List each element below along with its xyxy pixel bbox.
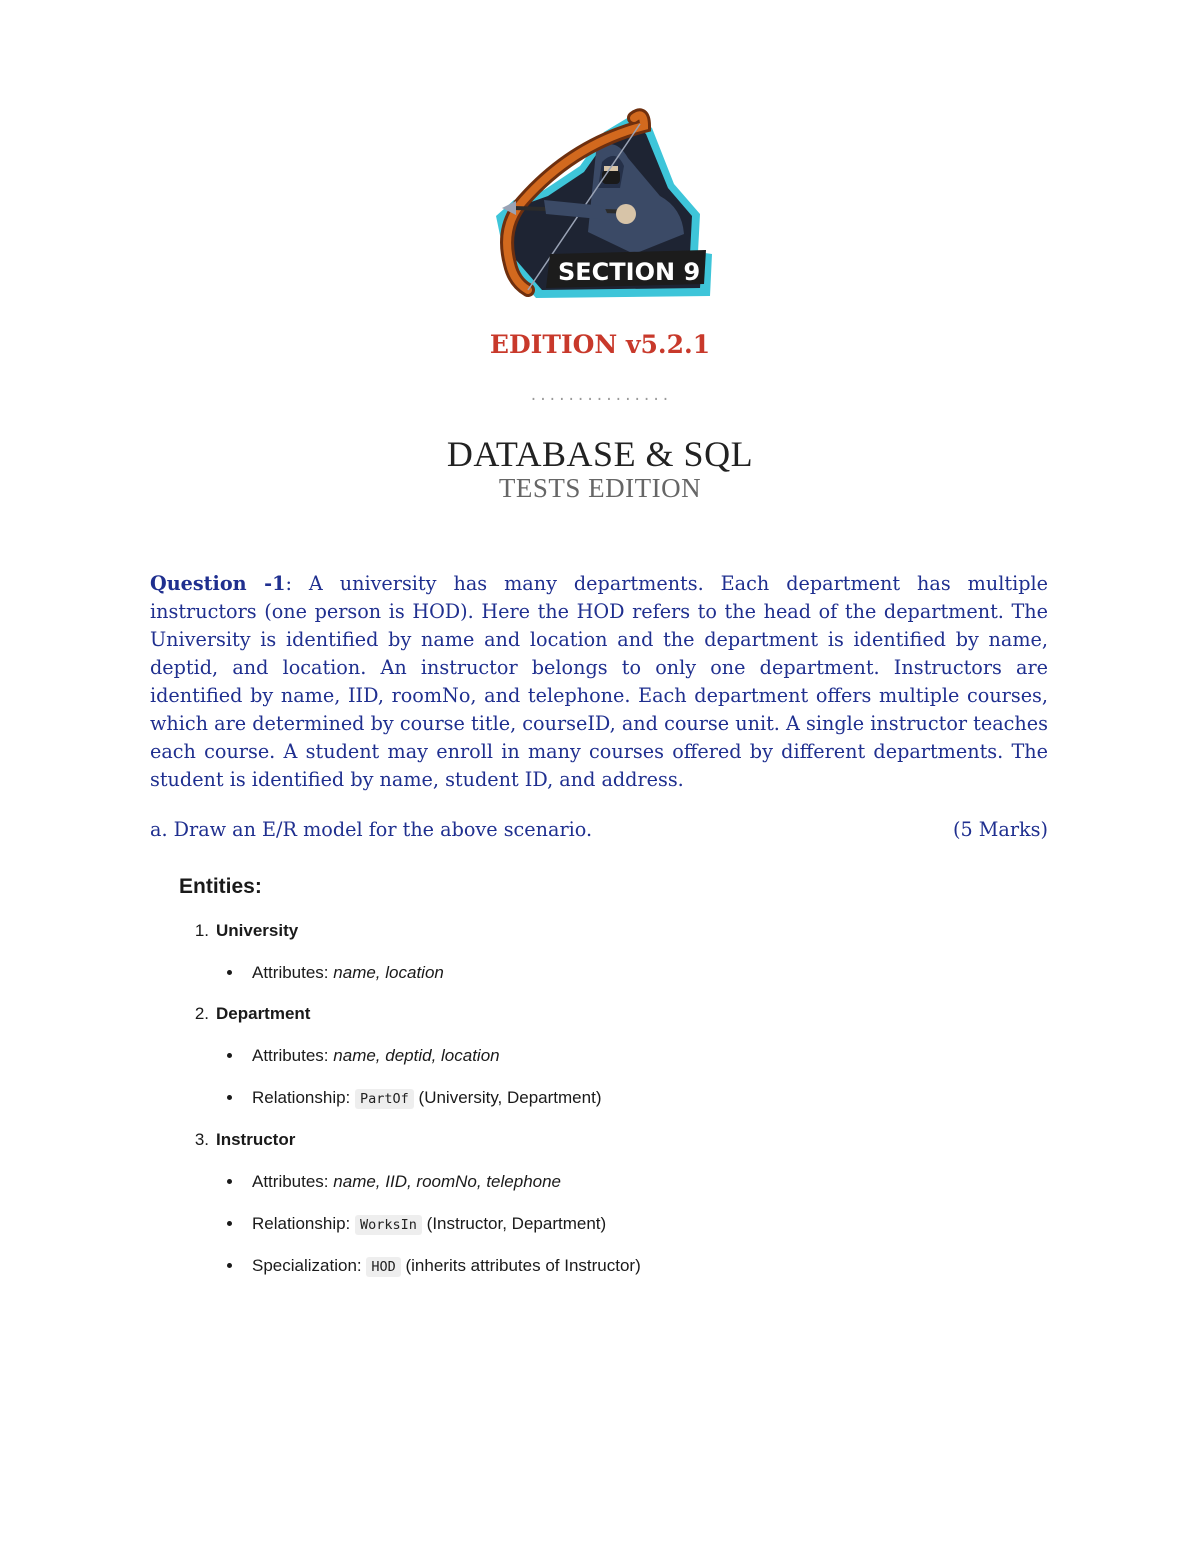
task-row [150, 816, 1048, 844]
bullet-icon [227, 1179, 232, 1184]
relationship-label: Relationship: [252, 1214, 351, 1233]
attributes-label: Attributes: [252, 1172, 329, 1191]
bullet-icon [227, 970, 232, 975]
list-item [227, 1088, 601, 1108]
relationship-rest: (Instructor, Department) [426, 1214, 607, 1233]
specialization-code: HOD [366, 1257, 400, 1277]
specialization-rest: (inherits attributes of Instructor) [405, 1256, 641, 1275]
entity-number: 2. [194, 1004, 209, 1023]
list-item [227, 1214, 606, 1234]
attributes-values: name, deptid, location [333, 1046, 500, 1065]
entity-name: Instructor [216, 1130, 296, 1149]
specialization-label: Specialization: [252, 1256, 362, 1275]
entities-heading: Entities: [179, 875, 262, 898]
page-subtitle: TESTS EDITION [498, 473, 702, 503]
bullet-icon [227, 1221, 232, 1226]
attributes-label: Attributes: [252, 1046, 329, 1065]
attributes-values: name, IID, roomNo, telephone [333, 1172, 562, 1191]
bullet-icon [227, 1263, 232, 1268]
relationship-code: PartOf [355, 1089, 414, 1109]
entity-number: 1. [194, 921, 209, 940]
bullet-icon [227, 1053, 232, 1058]
entity-name: Department [216, 1004, 311, 1023]
attributes-values: name, location [333, 963, 444, 982]
question-paragraph [150, 570, 1048, 794]
list-item [227, 963, 444, 983]
task-text: a. Draw an E/R model for the above scenario. [150, 818, 593, 841]
list-item [227, 1256, 641, 1276]
relationship-rest: (University, Department) [418, 1088, 602, 1107]
edition-label: EDITION v5.2.1 [489, 330, 711, 359]
logo-text: SECTION 9 [558, 258, 701, 286]
question-label: Question -1 [150, 572, 286, 595]
attributes-label: Attributes: [252, 963, 329, 982]
list-item [227, 1046, 500, 1066]
divider: ............... [529, 388, 671, 404]
entity-number: 3. [194, 1130, 209, 1149]
bullet-icon [227, 1095, 232, 1100]
question-text: : A university has many departments. Each department has multiple instructors (one person is HOD). Here the HOD refers to the head of the department. The University is identified by name and location and the department is identified by name, deptid, and location. An instructor belongs to only one department. Instructors are identified by name, IID, roomNo, and telephone. Each department offers multiple courses, which are determined by course title, courseID, and course unit. A single instructor teaches each course. A student may enroll in many courses offered by different departments. The student is identified by name, student ID, and address. [150, 572, 1048, 791]
list-item [227, 1172, 561, 1192]
archer-mascot-logo [484, 104, 716, 300]
entity-name: University [216, 921, 299, 940]
relationship-code: WorksIn [355, 1215, 422, 1235]
task-marks: (5 Marks) [952, 818, 1048, 841]
page-title: DATABASE & SQL [446, 434, 754, 474]
relationship-label: Relationship: [252, 1088, 351, 1107]
